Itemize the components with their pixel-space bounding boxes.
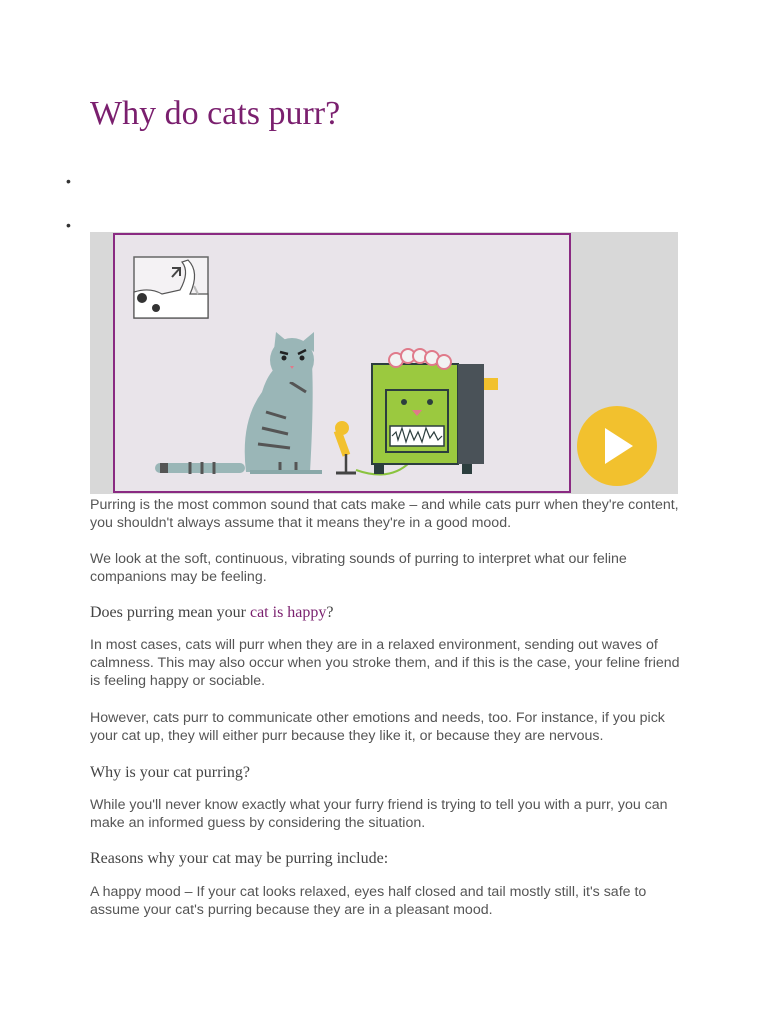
subhead-reasons: Reasons why your cat may be purring include: <box>90 850 389 867</box>
subhead-why-purring: Why is your cat purring? <box>90 764 250 781</box>
bullet-item-1: • <box>66 173 71 189</box>
sound-machine-illustration <box>372 349 498 474</box>
cat-is-happy-link[interactable]: cat is happy <box>249 604 327 621</box>
subhead-cat-happy: Does purring mean your cat is happy? <box>90 604 334 621</box>
bullet-item-2: • <box>66 217 71 233</box>
paragraph-3: In most cases, cats will purr when they are in a relaxed environment, sending out waves of calmness. This may also occur when you stroke them, and if this is the case, your feline friend is feeling happy or sociable. <box>90 637 680 689</box>
paragraph-1: Purring is the most common sound that cats make – and while cats purr when they're content, you shouldn't always assume that it means they're in a good mood. <box>90 497 679 531</box>
corner-diagram <box>134 257 208 318</box>
paragraph-5: While you'll never know exactly what your furry friend is trying to tell you with a purr, you can make an informed guess by considering the situation. <box>90 797 668 831</box>
paragraph-6: A happy mood – If your cat looks relaxed, eyes half closed and tail mostly still, it's safe to assume your cat's purring because they are in a pleasant mood. <box>90 884 647 918</box>
video-player[interactable] <box>90 232 678 494</box>
paragraph-4: However, cats purr to communicate other emotions and needs, too. For instance, if you pick your cat up, they will either purr because they like it, or because they are nervous. <box>90 710 665 744</box>
video-thumbnail <box>90 232 678 494</box>
paragraph-2: We look at the soft, continuous, vibrating sounds of purring to interpret what our feline companions may be feeling. <box>90 551 627 585</box>
play-button[interactable] <box>577 406 657 486</box>
page-title: Why do cats purr? <box>90 95 341 132</box>
